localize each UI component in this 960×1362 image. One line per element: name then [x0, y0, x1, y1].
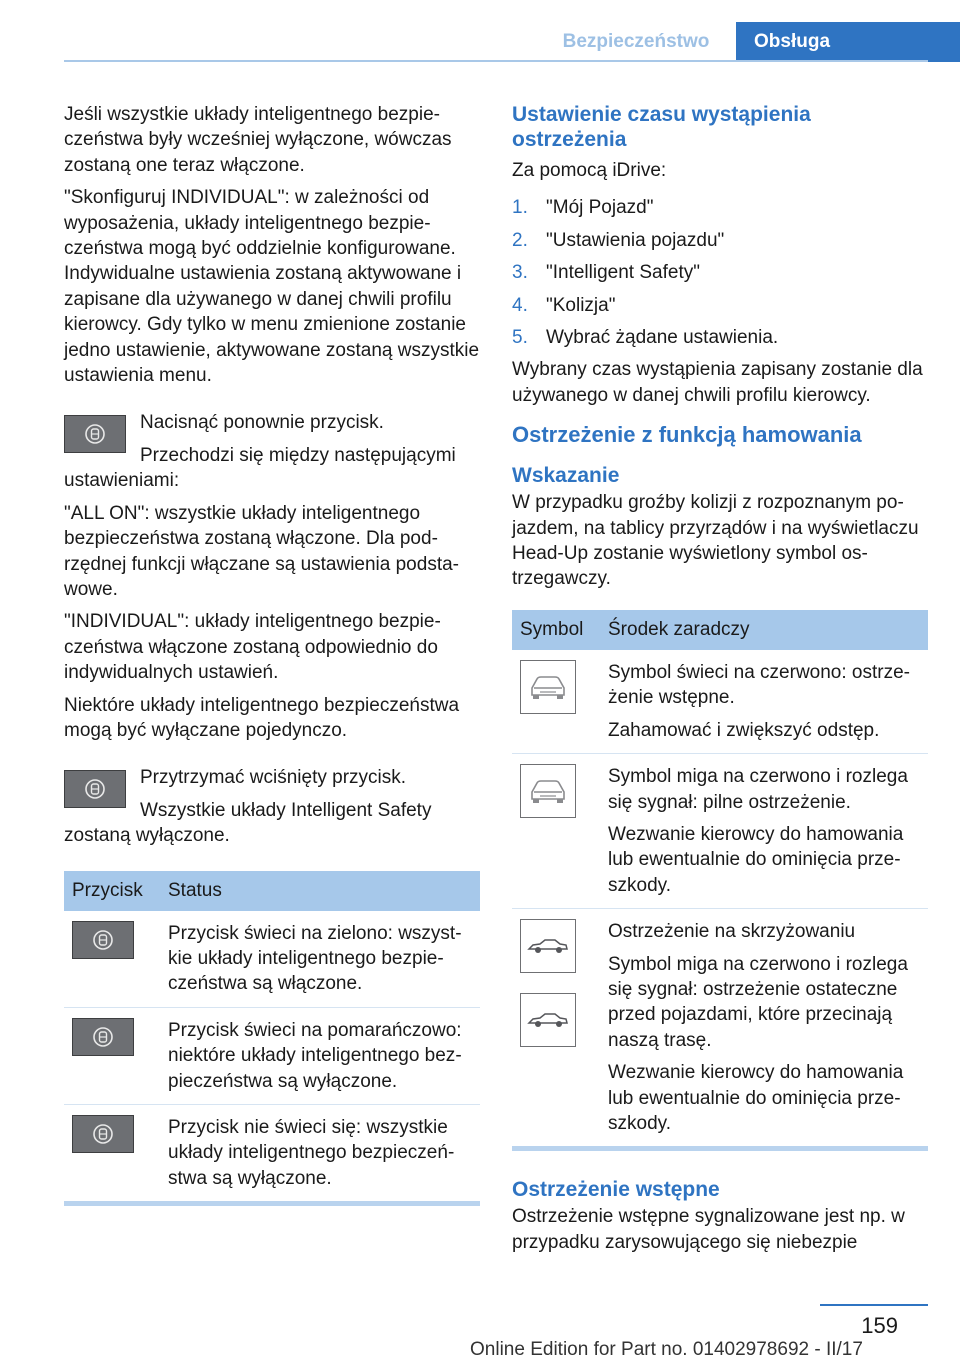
paragraph: Jeśli wszystkie układy inteligentnego bezpieczeństwa były wcześniej wyłączone, wówczas zostaną one teraz włączone.: [64, 104, 452, 176]
table-row: [512, 909, 928, 1149]
table-cell: Przycisk nie świeci się: wszystkie układy inteligentnego bezpieczeństwa są wyłączone.: [160, 1105, 480, 1204]
cell-text: Symbol miga na czerwono i rozlega się sygnał: pilne ostrzeżenie.: [608, 766, 908, 813]
cell-text: Ostrzeżenie na skrzyżowaniu: [608, 921, 856, 943]
page-number: 159: [861, 1313, 898, 1338]
safety-button-icon: [72, 1018, 134, 1056]
paragraph: Przytrzymać wciśnięty przycisk.: [140, 767, 407, 789]
list-item: 2. "Ustawienia pojazdu": [512, 229, 725, 251]
section-heading: Ustawienie czasu wystąpienia ostrzeżenia: [512, 103, 811, 151]
symbol-table: [512, 610, 928, 1152]
table-header: Symbol: [512, 610, 600, 650]
car-side-warning-icon: [520, 919, 576, 973]
paragraph: "ALL ON": wszystkie układy inteligentnego bezpieczeństwa zostaną włączone. Dla podrzędnej funkcji włączane są ustawienia podstawowe.: [64, 502, 459, 600]
table-header: Środek zaradczy: [600, 610, 928, 650]
safety-button-icon: [64, 770, 126, 808]
list-item: 3. "Intelligent Safety": [512, 262, 700, 284]
left-column: [64, 102, 480, 1206]
paragraph: "INDIVIDUAL": układy inteligentnego bezpieczeństwa włączone zostaną odpowiednio do indywidualnych ustawień.: [64, 611, 441, 684]
paragraph: W przypadku groźby kolizji z rozpoznanym pojazdem, na tablicy przyrządów i na wyświetlaczu Head-Up zostanie wyświetlony symbol ostrzegawczy.: [512, 492, 919, 590]
table-row: [64, 1007, 480, 1104]
paragraph: Wszystkie układy Intelligent Safety zostaną wyłączone.: [64, 799, 432, 847]
press-again-block: [64, 410, 480, 493]
button-status-table: [64, 871, 480, 1207]
paragraph: Niektóre układy inteligentnego bezpieczeństwa mogą być wyłączane pojedynczo.: [64, 694, 460, 741]
table-cell: Przycisk świeci na pomarańczowo: niektóre układy inteligentnego bezpieczeństwa są wyłączone.: [160, 1007, 480, 1104]
paragraph: Wybrany czas wystąpienia zapisany zostanie dla używanego w danej chwili profilu kierowcy.: [512, 359, 923, 406]
safety-button-icon: [72, 1115, 134, 1153]
hold-block: [64, 765, 480, 848]
cell-text: Symbol miga na czerwono i rozlega się sygnał: ostrzeżenie ostateczne przed pojazdami, które przecinają naszą trasę.: [608, 953, 908, 1051]
paragraph: Ostrzeżenie wstępne sygnalizowane jest np. w przypadku zarysowującego się niebezpie: [512, 1206, 905, 1253]
list-item: 4. "Kolizja": [512, 294, 616, 316]
right-column: [512, 102, 928, 1262]
list-item: 1. "Mój Pojazd": [512, 197, 654, 219]
header-rule: [64, 60, 928, 62]
table-cell: Przycisk świeci na zielono: wszystkie układy inteligentnego bezpieczeństwa są włączone.: [160, 911, 480, 1008]
header-chapter: Obsługa: [736, 22, 960, 62]
cell-text: Symbol świeci na czerwono: ostrzeżenie wstępne.: [608, 661, 910, 709]
steps-list: [512, 195, 928, 350]
paragraph: Za pomocą iDrive:: [512, 160, 667, 181]
header-section: Bezpieczeństwo: [562, 31, 710, 52]
paragraph: "Skonfiguruj INDIVIDUAL": w zależności od wyposażenia, układy inteligentnego bezpieczeństwa mogą być oddzielnie konfigurowane. Indywidualne ustawienia zostaną aktywowane i zapisane dla używanego w danej chwili profilu kierowcy. Gdy tylko w menu zmienione zostanie jedno ustawienie, aktywowane zostaną wszystkie ustawienia menu.: [64, 187, 480, 387]
edition-footer: Online Edition for Part no. 01402978692 - II/17: [470, 1339, 863, 1360]
car-side-warning-icon: [520, 993, 576, 1047]
car-front-warning-icon: [520, 660, 576, 714]
paragraph: Nacisnąć ponownie przycisk.: [140, 412, 384, 434]
subsection-heading: Wskazanie: [512, 464, 620, 488]
safety-button-icon: [64, 415, 126, 453]
cell-text: Wezwanie kierowcy do hamowania lub ewentualnie do ominięcia przeszkody.: [608, 823, 904, 896]
safety-button-icon: [72, 921, 134, 959]
cell-text: Wezwanie kierowcy do hamowania lub ewentualnie do ominięcia przeszkody.: [608, 1062, 904, 1134]
table-row: [64, 1105, 480, 1204]
table-row: [64, 911, 480, 1008]
car-front-warning-icon: [520, 764, 576, 818]
table-header: Przycisk: [64, 871, 160, 911]
section-heading: Ostrzeżenie z funkcją hamowania: [512, 422, 862, 448]
table-header: Status: [160, 871, 480, 911]
section-heading: Ostrzeżenie wstępne: [512, 1178, 720, 1202]
footer-rule: [820, 1304, 928, 1306]
table-row: [512, 650, 928, 754]
paragraph: Przechodzi się między następującymi ustawieniami:: [64, 444, 456, 492]
cell-text: Zahamować i zwiększyć odstęp.: [608, 719, 880, 741]
table-row: [512, 754, 928, 909]
list-item: 5. Wybrać żądane ustawienia.: [512, 327, 779, 349]
